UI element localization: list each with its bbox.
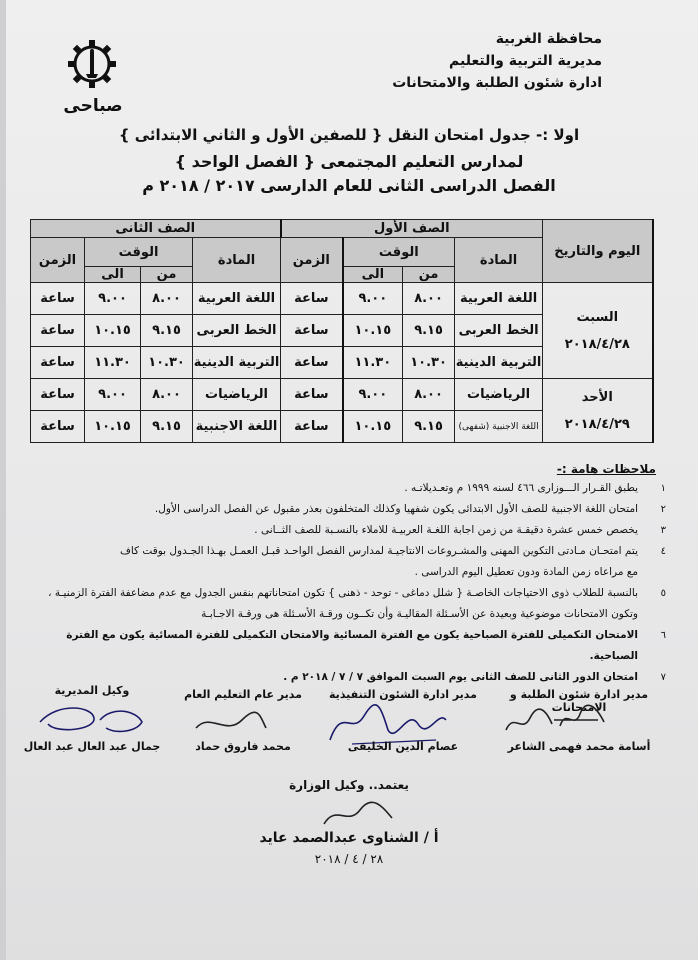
table-row bbox=[31, 283, 653, 315]
g2-to: ١٠.١٥ bbox=[85, 411, 141, 443]
g1-subject: اللغة العربية bbox=[455, 283, 543, 315]
note-text: امتحان اللغة الاجنبية للصف الأول الابتدائى يكون شفهيا وكذلك المتخلفون بعذر مقبول عن الفصل الدراسى الأول. bbox=[154, 503, 638, 515]
notes-title: ملاحظات هامة :- bbox=[556, 462, 656, 476]
schedule-term: الفصل الدراسى الثانى للعام الدارسى ٢٠١٧ / ٢٠١٨ م bbox=[142, 176, 556, 195]
g2-to-header: الى bbox=[85, 267, 141, 283]
day-name: السبت bbox=[576, 309, 619, 325]
g1-subject-header: المادة bbox=[455, 238, 543, 283]
governorate-name: محافظة الغربية bbox=[495, 31, 602, 47]
g2-subject: الرياضيات bbox=[193, 379, 281, 411]
endorsement-name: أ / الشناوى عبدالصمد عايد bbox=[259, 830, 439, 846]
note-item bbox=[40, 583, 666, 625]
g1-subject: الرياضيات bbox=[455, 379, 543, 411]
g1-time-header: الوقت bbox=[343, 238, 455, 267]
note-item bbox=[40, 520, 666, 541]
g1-to-header: الى bbox=[343, 267, 403, 283]
g2-from: ٩.١٥ bbox=[141, 315, 193, 347]
g2-from: ٨.٠٠ bbox=[141, 283, 193, 315]
g2-from: ٨.٠٠ bbox=[141, 379, 193, 411]
notes-list bbox=[40, 478, 666, 688]
day-cell-sunday bbox=[543, 379, 653, 443]
g2-duration: ساعة bbox=[31, 283, 85, 315]
g1-to: ٩.٠٠ bbox=[343, 379, 403, 411]
g2-from: ١٠.٣٠ bbox=[141, 347, 193, 379]
g2-from: ٩.١٥ bbox=[141, 411, 193, 443]
note-continuation: وتكون الامتحانات موضوعية وبعيدة عن الأسـئلة المقاليـة وأن تكــون ورقـة الأسـئلة هى ورقـة الاجـابـة bbox=[201, 608, 638, 620]
signature-title: وكيل المديرية bbox=[54, 684, 130, 697]
g1-duration: ساعة bbox=[281, 283, 343, 315]
g1-subject: التربية الدينية bbox=[455, 347, 543, 379]
signature-name: عصام الدين الخليفى bbox=[347, 740, 459, 753]
note-number: ٦ bbox=[660, 630, 666, 641]
signature-title: مدير ادارة شئون الطلبة و الامتحانات bbox=[509, 688, 649, 714]
g1-subject: اللغة الاجنبية (شفهى) bbox=[455, 411, 543, 443]
note-text: الامتحان التكميلى للفترة الصباحية يكون مع الفترة المسائية والامتحان التكميلى للفترة المسائية يكون مع الفترة الصباحية. bbox=[66, 629, 638, 662]
signature-name: جمال عبد العال عبد العال bbox=[23, 740, 161, 753]
g1-to: ٩.٠٠ bbox=[343, 283, 403, 315]
g1-to: ١١.٣٠ bbox=[343, 347, 403, 379]
day-date-header: اليوم والتاريخ bbox=[543, 220, 653, 283]
gear-mosque-logo-icon bbox=[66, 38, 118, 90]
signature-scrawl-icon bbox=[36, 700, 146, 738]
note-number: ٢ bbox=[660, 504, 666, 515]
header-block bbox=[392, 28, 602, 94]
grade2-header: الصف الثانى bbox=[31, 220, 281, 238]
g2-to: ٩.٠٠ bbox=[85, 283, 141, 315]
note-item bbox=[40, 499, 666, 520]
g1-duration: ساعة bbox=[281, 315, 343, 347]
g1-from: ٨.٠٠ bbox=[403, 283, 455, 315]
g2-subject: اللغة الاجنبية bbox=[193, 411, 281, 443]
note-item bbox=[40, 625, 666, 667]
signature-name: محمد فاروق حماد bbox=[195, 740, 291, 753]
g2-subject: اللغة العربية bbox=[193, 283, 281, 315]
day-name: الأحد bbox=[581, 389, 613, 405]
g1-from-header: من bbox=[403, 267, 455, 283]
g1-to: ١٠.١٥ bbox=[343, 315, 403, 347]
g2-duration-header: الزمن bbox=[31, 238, 85, 283]
endorsement-label: يعتمد.. وكيل الوزارة bbox=[289, 778, 409, 792]
note-number: ٥ bbox=[660, 588, 666, 599]
note-number: ٣ bbox=[660, 525, 666, 536]
g1-duration: ساعة bbox=[281, 347, 343, 379]
note-text: امتحان الدور الثانى للصف الثانى يوم السبت الموافق ٧ / ٧ / ٢٠١٨ م . bbox=[283, 671, 638, 683]
g2-duration: ساعة bbox=[31, 347, 85, 379]
directorate-name: مديرية التربية والتعليم bbox=[449, 53, 602, 69]
note-number: ٧ bbox=[660, 672, 666, 683]
day-date: ٢٠١٨/٤/٢٨ bbox=[564, 336, 630, 352]
g2-subject: التربية الدينية bbox=[193, 347, 281, 379]
note-text: يتم امتحـان مـادتى التكوين المهنى والمشـروعات الانتاجيـة لمدارس الفصل الواحـد قبـل العمـل بهـذا الجـدول بوقت كاف bbox=[119, 545, 638, 557]
g2-subject: الخط العربى bbox=[193, 315, 281, 347]
note-text: يطبق القـرار الـــوزارى ٤٦٦ لسنه ١٩٩٩ م وتعـديلاتـه . bbox=[404, 482, 638, 494]
g2-to: ١٠.١٥ bbox=[85, 315, 141, 347]
note-continuation: مع مراعاه زمن المادة ودون تعطيل اليوم الدراسى . bbox=[414, 566, 638, 578]
g2-duration: ساعة bbox=[31, 379, 85, 411]
g1-from: ٨.٠٠ bbox=[403, 379, 455, 411]
g2-to: ١١.٣٠ bbox=[85, 347, 141, 379]
schedule-title: اولا :- جدول امتحان النقل { للصفين الأول و الثاني الابتدائى } bbox=[118, 126, 580, 144]
g2-duration: ساعة bbox=[31, 411, 85, 443]
g1-duration: ساعة bbox=[281, 411, 343, 443]
g2-duration: ساعة bbox=[31, 315, 85, 347]
note-number: ١ bbox=[660, 483, 666, 494]
day-date: ٢٠١٨/٤/٢٩ bbox=[564, 416, 630, 432]
g1-from: ٩.١٥ bbox=[403, 411, 455, 443]
signature-name: أسامة محمد فهمى الشاعر bbox=[507, 740, 651, 753]
schedule-subtitle: لمدارس التعليم المجتمعى { الفصل الواحد } bbox=[174, 152, 524, 171]
note-text: يخصص خمس عشرة دقيقـة من زمن اجابة اللغـة العربيـة للاملاء بالنسـبة للصف الثــانى . bbox=[254, 524, 638, 536]
signature-scrawl-icon bbox=[190, 708, 270, 740]
signature-title: مدير عام التعليم العام bbox=[184, 688, 302, 701]
g1-from: ١٠.٣٠ bbox=[403, 347, 455, 379]
g1-duration-header: الزمن bbox=[281, 238, 343, 283]
logo-caption: صباحى bbox=[63, 96, 123, 116]
signature-scrawl-icon bbox=[500, 700, 610, 740]
g1-duration: ساعة bbox=[281, 379, 343, 411]
scan-edge bbox=[0, 0, 6, 960]
signature-scrawl-icon bbox=[318, 800, 398, 830]
endorsement-date: ٢٨ / ٤ / ٢٠١٨ bbox=[314, 852, 384, 866]
g1-from: ٩.١٥ bbox=[403, 315, 455, 347]
table-row bbox=[31, 379, 653, 411]
note-number: ٤ bbox=[660, 546, 666, 557]
exam-schedule-table bbox=[30, 219, 654, 443]
g1-to: ١٠.١٥ bbox=[343, 411, 403, 443]
department-name: ادارة شئون الطلبة والامتحانات bbox=[392, 75, 602, 91]
g2-to: ٩.٠٠ bbox=[85, 379, 141, 411]
grade1-header: الصف الأول bbox=[281, 220, 543, 238]
signature-title: مدير ادارة الشئون التنفيذية bbox=[329, 688, 477, 701]
g2-from-header: من bbox=[141, 267, 193, 283]
g1-subject: الخط العربى bbox=[455, 315, 543, 347]
note-item bbox=[40, 478, 666, 499]
note-text: بالنسبة للطلاب ذوى الاحتياجات الخاصـة { شلل دماغى - توحد - ذهنى } تكون امتحاناتهم بنفس الجدول مع عدم مضاعفة الفترة الزمنيـة ، bbox=[48, 587, 638, 599]
g2-time-header: الوقت bbox=[85, 238, 193, 267]
day-cell-saturday bbox=[543, 283, 653, 379]
g2-subject-header: المادة bbox=[193, 238, 281, 283]
note-item bbox=[40, 541, 666, 583]
